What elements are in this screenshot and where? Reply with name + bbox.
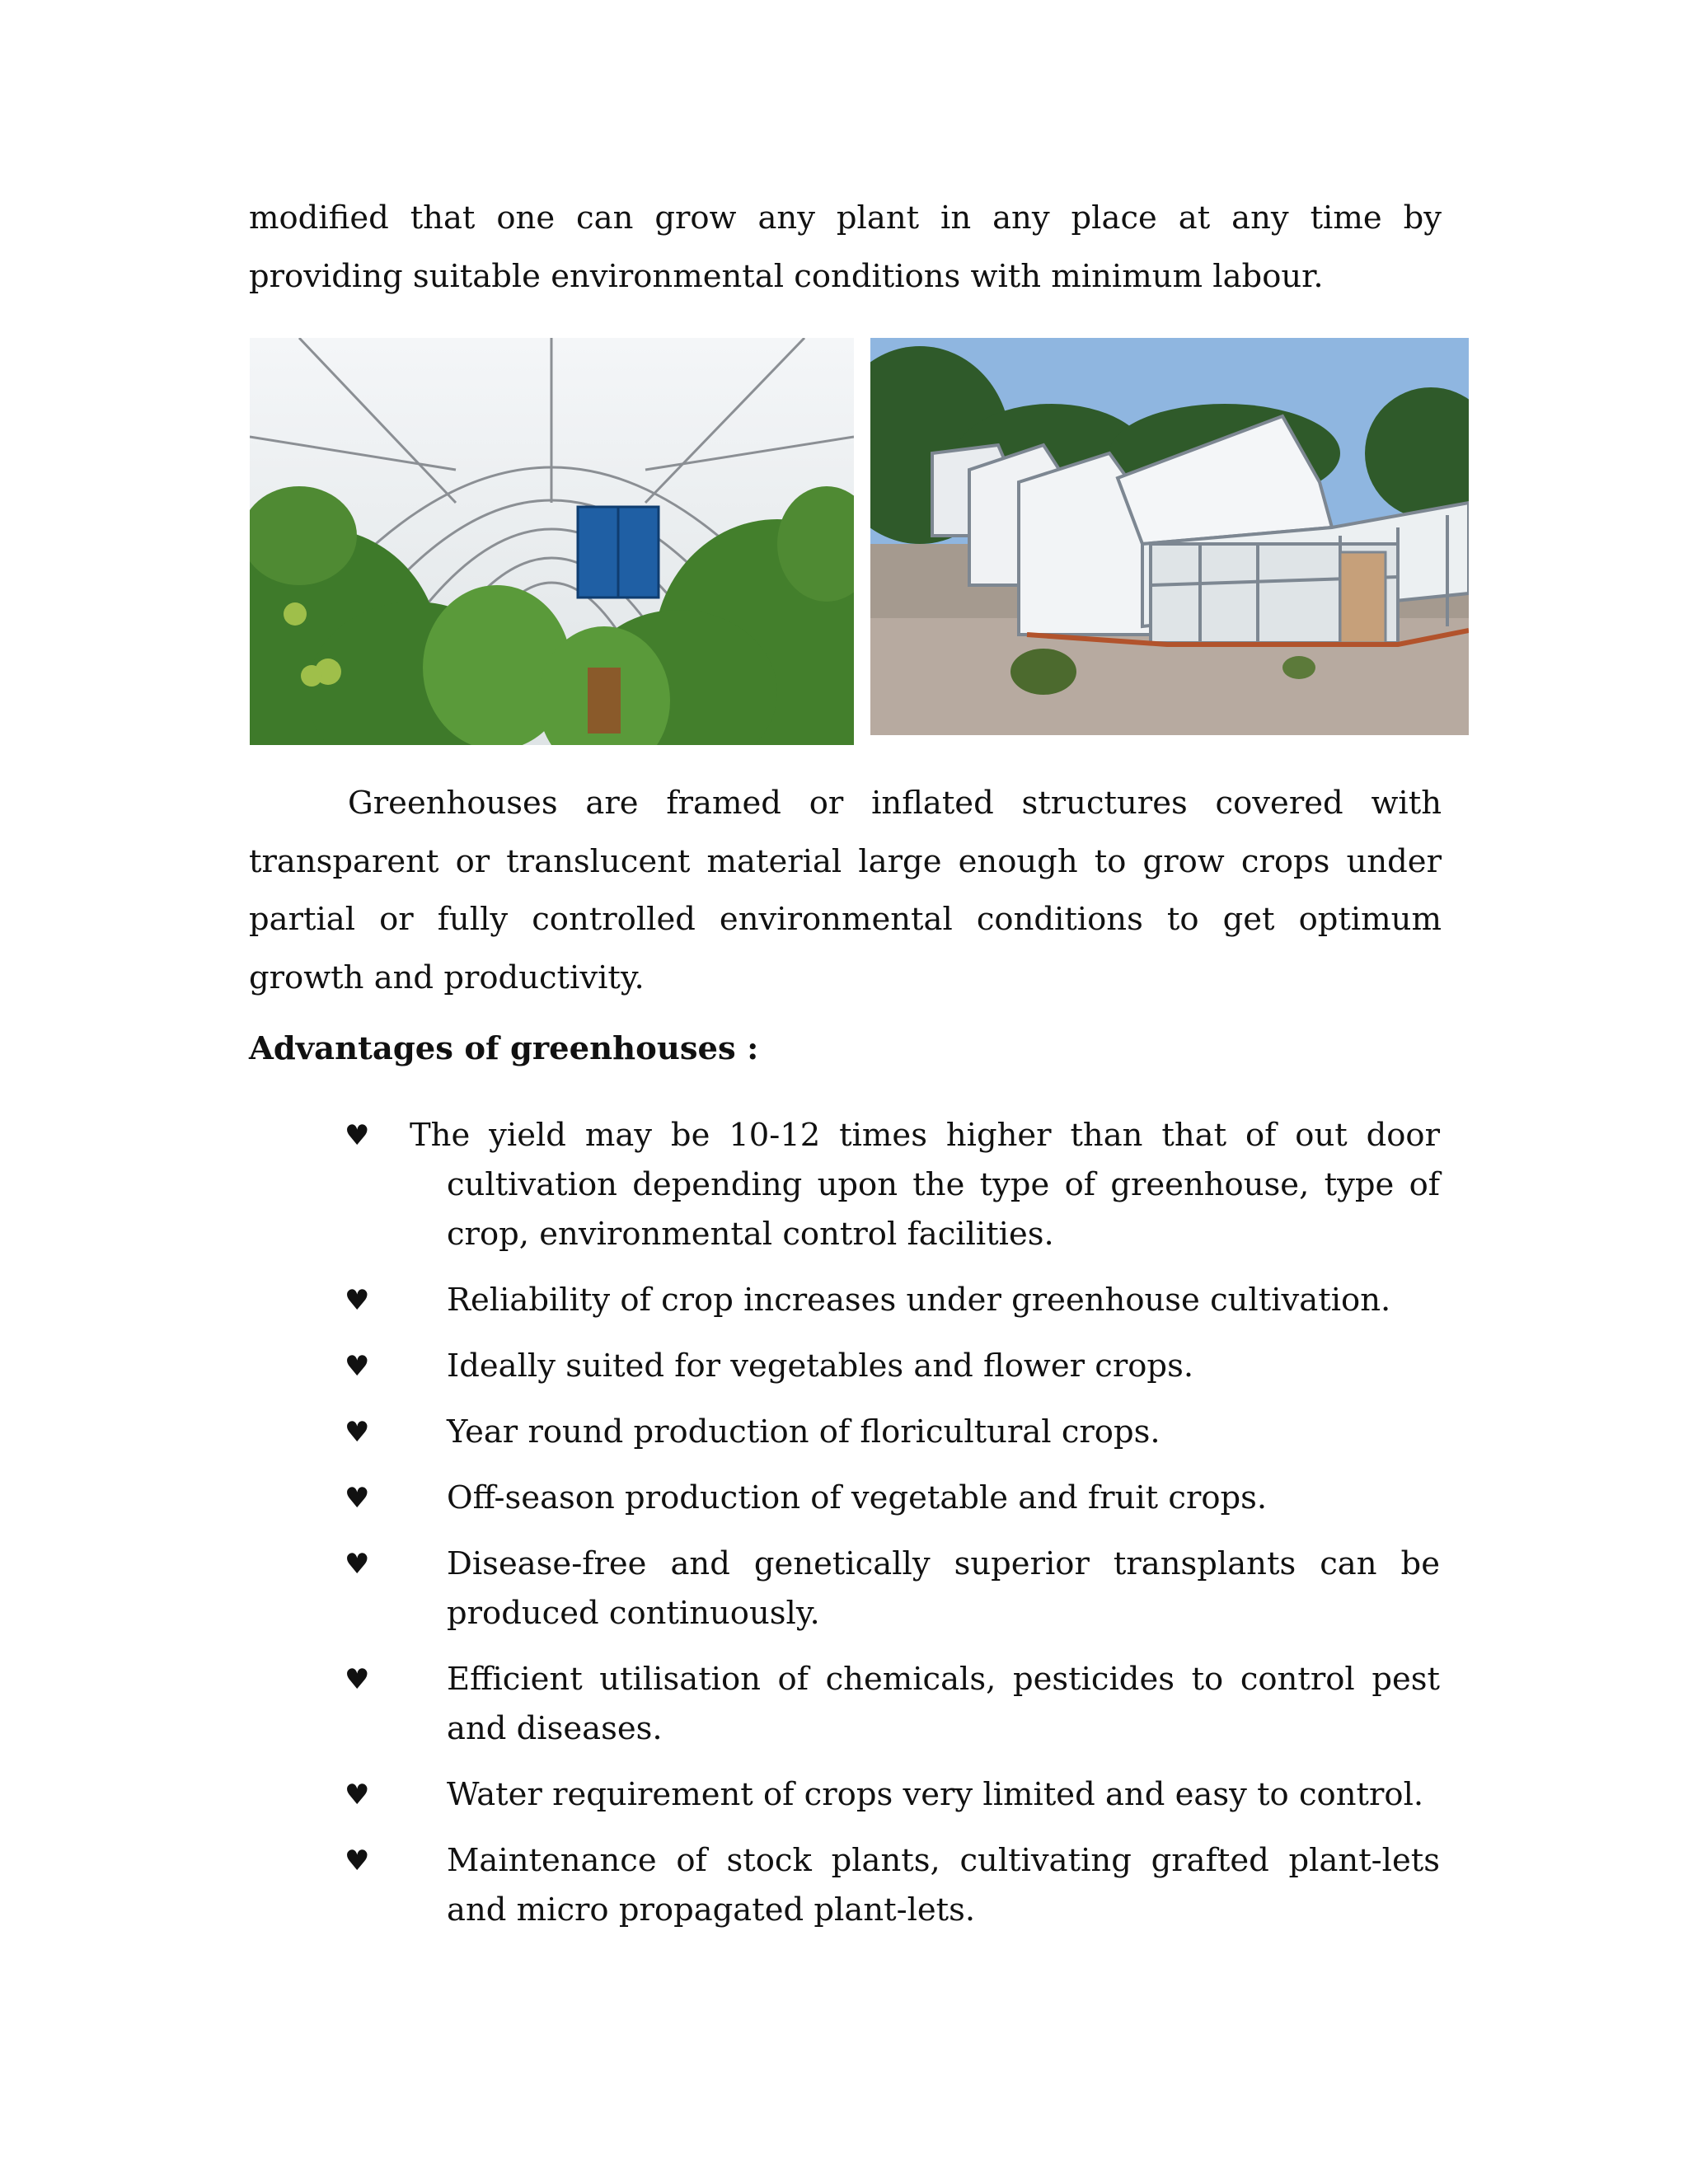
heart-bullet-icon: ♥ [345, 1548, 370, 1581]
heart-bullet-icon: ♥ [345, 1482, 370, 1515]
heart-bullet-icon: ♥ [345, 1844, 370, 1877]
greenhouse-interior-photo [250, 338, 854, 745]
greenhouse-exterior-photo [870, 338, 1469, 735]
heart-bullet-icon: ♥ [345, 1284, 370, 1317]
advantage-text: Year round production of floricultural crops. [447, 1413, 1160, 1451]
advantage-text: Efficient utilisation of chemicals, pesticides to control pest and diseases. [447, 1661, 1440, 1747]
advantage-text: Ideally suited for vegetables and flower crops. [447, 1347, 1194, 1385]
heart-bullet-icon: ♥ [345, 1350, 370, 1383]
advantage-text: Water requirement of crops very limited and easy to control. [447, 1776, 1424, 1813]
heart-bullet-icon: ♥ [345, 1119, 370, 1152]
advantage-text: The yield may be 10-12 times higher than that of out door cultivation depending upon the type of greenhouse, type of crop, environmental control facilities. [410, 1117, 1440, 1253]
advantage-text: Reliability of crop increases under greenhouse cultivation. [447, 1282, 1391, 1319]
advantage-text: Disease-free and genetically superior transplants can be produced continuously. [447, 1545, 1440, 1632]
advantage-text: Off-season production of vegetable and fruit crops. [447, 1479, 1268, 1516]
heart-bullet-icon: ♥ [345, 1416, 370, 1449]
heart-bullet-icon: ♥ [345, 1779, 370, 1811]
heart-bullet-icon: ♥ [345, 1663, 370, 1696]
greenhouse-definition-paragraph: Greenhouses are framed or inflated structures covered with transparent or translucent material large enough to grow crops under partial or fully controlled environmental conditions to get optimum growth and productivity. [249, 785, 1442, 996]
advantage-text: Maintenance of stock plants, cultivating grafted plant-lets and micro propagated plant-lets. [447, 1842, 1440, 1929]
advantages-heading: Advantages of greenhouses : [249, 1030, 759, 1067]
intro-paragraph: modified that one can grow any plant in any place at any time by providing suitable environmental conditions with minimum labour. [249, 199, 1442, 295]
